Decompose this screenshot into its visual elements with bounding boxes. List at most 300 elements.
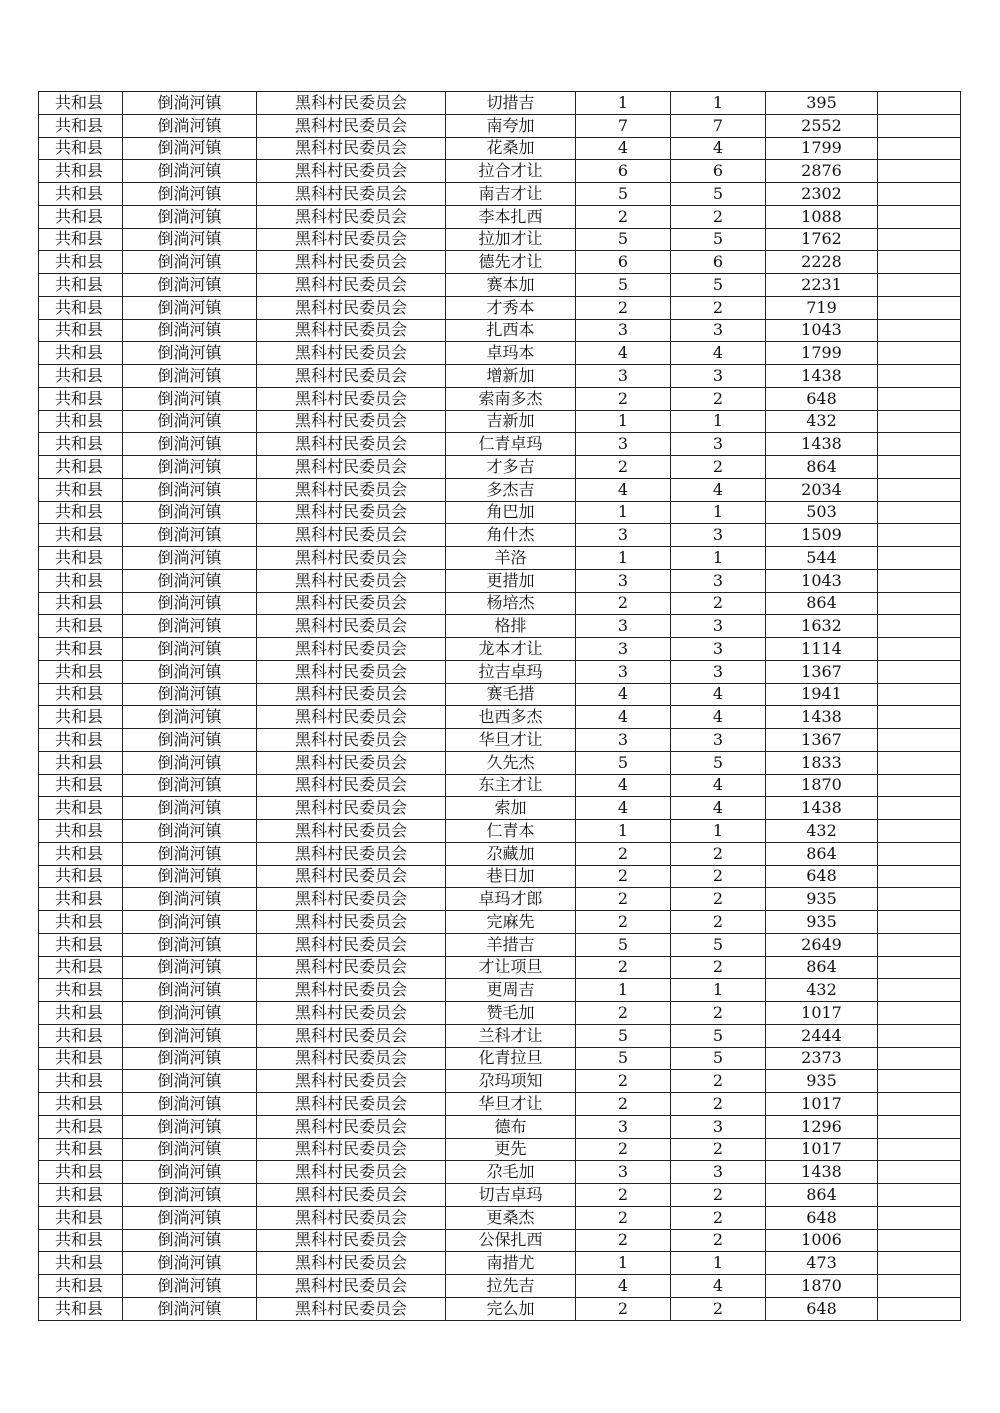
village-cell: 黑科村民委员会 <box>257 1070 446 1093</box>
name-cell: 化青拉旦 <box>446 1047 576 1070</box>
name-cell: 完么加 <box>446 1297 576 1320</box>
household-count-cell: 2 <box>576 456 671 479</box>
remark-cell <box>878 660 961 683</box>
table-row <box>39 296 961 319</box>
village-cell: 黑科村民委员会 <box>257 319 446 342</box>
amount-cell: 935 <box>766 911 878 934</box>
amount-cell: 864 <box>766 592 878 615</box>
village-cell: 黑科村民委员会 <box>257 1275 446 1298</box>
remark-cell <box>878 274 961 297</box>
town-cell: 倒淌河镇 <box>123 751 257 774</box>
name-cell: 更措加 <box>446 569 576 592</box>
remark-cell <box>878 1275 961 1298</box>
table-row <box>39 979 961 1002</box>
table-row <box>39 251 961 274</box>
name-cell: 南夸加 <box>446 114 576 137</box>
remark-cell <box>878 911 961 934</box>
name-cell: 才秀本 <box>446 296 576 319</box>
remark-cell <box>878 1047 961 1070</box>
remark-cell <box>878 319 961 342</box>
person-count-cell: 2 <box>671 865 766 888</box>
town-cell: 倒淌河镇 <box>123 1297 257 1320</box>
name-cell: 拉吉卓玛 <box>446 660 576 683</box>
county-cell: 共和县 <box>39 319 123 342</box>
amount-cell: 1017 <box>766 1093 878 1116</box>
name-cell: 拉加才让 <box>446 228 576 251</box>
county-cell: 共和县 <box>39 137 123 160</box>
town-cell: 倒淌河镇 <box>123 797 257 820</box>
person-count-cell: 5 <box>671 1047 766 1070</box>
remark-cell <box>878 501 961 524</box>
amount-cell: 648 <box>766 865 878 888</box>
county-cell: 共和县 <box>39 1275 123 1298</box>
county-cell: 共和县 <box>39 433 123 456</box>
remark-cell <box>878 547 961 570</box>
table-row <box>39 524 961 547</box>
person-count-cell: 2 <box>671 456 766 479</box>
name-cell: 华旦才让 <box>446 729 576 752</box>
town-cell: 倒淌河镇 <box>123 137 257 160</box>
household-count-cell: 2 <box>576 911 671 934</box>
amount-cell: 544 <box>766 547 878 570</box>
person-count-cell: 2 <box>671 296 766 319</box>
village-cell: 黑科村民委员会 <box>257 751 446 774</box>
county-cell: 共和县 <box>39 228 123 251</box>
table-row <box>39 1070 961 1093</box>
amount-cell: 432 <box>766 410 878 433</box>
table-row <box>39 274 961 297</box>
county-cell: 共和县 <box>39 296 123 319</box>
amount-cell: 1367 <box>766 660 878 683</box>
name-cell: 拉合才让 <box>446 160 576 183</box>
amount-cell: 935 <box>766 1070 878 1093</box>
village-cell: 黑科村民委员会 <box>257 1093 446 1116</box>
person-count-cell: 2 <box>671 842 766 865</box>
household-count-cell: 2 <box>576 1070 671 1093</box>
amount-cell: 1438 <box>766 797 878 820</box>
person-count-cell: 1 <box>671 1252 766 1275</box>
household-count-cell: 3 <box>576 615 671 638</box>
table-row <box>39 319 961 342</box>
town-cell: 倒淌河镇 <box>123 911 257 934</box>
household-count-cell: 3 <box>576 729 671 752</box>
county-cell: 共和县 <box>39 524 123 547</box>
town-cell: 倒淌河镇 <box>123 183 257 206</box>
town-cell: 倒淌河镇 <box>123 228 257 251</box>
remark-cell <box>878 114 961 137</box>
town-cell: 倒淌河镇 <box>123 251 257 274</box>
table-row <box>39 456 961 479</box>
remark-cell <box>878 706 961 729</box>
village-cell: 黑科村民委员会 <box>257 160 446 183</box>
village-cell: 黑科村民委员会 <box>257 387 446 410</box>
person-count-cell: 2 <box>671 1138 766 1161</box>
household-count-cell: 4 <box>576 774 671 797</box>
town-cell: 倒淌河镇 <box>123 638 257 661</box>
name-cell: 南措尤 <box>446 1252 576 1275</box>
person-count-cell: 1 <box>671 92 766 115</box>
household-count-cell: 3 <box>576 365 671 388</box>
amount-cell: 648 <box>766 1206 878 1229</box>
town-cell: 倒淌河镇 <box>123 660 257 683</box>
name-cell: 更桑杰 <box>446 1206 576 1229</box>
amount-cell: 1088 <box>766 205 878 228</box>
village-cell: 黑科村民委员会 <box>257 933 446 956</box>
person-count-cell: 4 <box>671 342 766 365</box>
village-cell: 黑科村民委员会 <box>257 820 446 843</box>
table-row <box>39 183 961 206</box>
village-cell: 黑科村民委员会 <box>257 1115 446 1138</box>
person-count-cell: 2 <box>671 205 766 228</box>
county-cell: 共和县 <box>39 342 123 365</box>
remark-cell <box>878 774 961 797</box>
household-count-cell: 4 <box>576 706 671 729</box>
amount-cell: 2649 <box>766 933 878 956</box>
town-cell: 倒淌河镇 <box>123 114 257 137</box>
village-cell: 黑科村民委员会 <box>257 1229 446 1252</box>
town-cell: 倒淌河镇 <box>123 979 257 1002</box>
name-cell: 更先 <box>446 1138 576 1161</box>
town-cell: 倒淌河镇 <box>123 842 257 865</box>
county-cell: 共和县 <box>39 114 123 137</box>
county-cell: 共和县 <box>39 456 123 479</box>
remark-cell <box>878 729 961 752</box>
household-count-cell: 6 <box>576 251 671 274</box>
village-cell: 黑科村民委员会 <box>257 638 446 661</box>
table-body <box>39 92 961 1321</box>
remark-cell <box>878 387 961 410</box>
name-cell: 完麻先 <box>446 911 576 934</box>
town-cell: 倒淌河镇 <box>123 1047 257 1070</box>
county-cell: 共和县 <box>39 751 123 774</box>
remark-cell <box>878 1252 961 1275</box>
village-cell: 黑科村民委员会 <box>257 137 446 160</box>
person-count-cell: 3 <box>671 433 766 456</box>
person-count-cell: 1 <box>671 547 766 570</box>
name-cell: 巷日加 <box>446 865 576 888</box>
name-cell: 拉先吉 <box>446 1275 576 1298</box>
name-cell: 角什杰 <box>446 524 576 547</box>
village-cell: 黑科村民委员会 <box>257 1206 446 1229</box>
amount-cell: 935 <box>766 888 878 911</box>
household-count-cell: 2 <box>576 1138 671 1161</box>
amount-cell: 864 <box>766 1184 878 1207</box>
town-cell: 倒淌河镇 <box>123 888 257 911</box>
amount-cell: 648 <box>766 1297 878 1320</box>
town-cell: 倒淌河镇 <box>123 478 257 501</box>
remark-cell <box>878 615 961 638</box>
table-row <box>39 1047 961 1070</box>
table-row <box>39 1138 961 1161</box>
table-row <box>39 92 961 115</box>
village-cell: 黑科村民委员会 <box>257 865 446 888</box>
remark-cell <box>878 228 961 251</box>
village-cell: 黑科村民委员会 <box>257 478 446 501</box>
household-count-cell: 2 <box>576 387 671 410</box>
name-cell: 索加 <box>446 797 576 820</box>
town-cell: 倒淌河镇 <box>123 1275 257 1298</box>
household-count-cell: 2 <box>576 842 671 865</box>
person-count-cell: 4 <box>671 478 766 501</box>
table-row <box>39 933 961 956</box>
name-cell: 李本扎西 <box>446 205 576 228</box>
household-count-cell: 3 <box>576 1161 671 1184</box>
table-row <box>39 1229 961 1252</box>
amount-cell: 1799 <box>766 137 878 160</box>
town-cell: 倒淌河镇 <box>123 933 257 956</box>
person-count-cell: 6 <box>671 251 766 274</box>
table-row <box>39 1184 961 1207</box>
remark-cell <box>878 365 961 388</box>
village-cell: 黑科村民委员会 <box>257 1024 446 1047</box>
amount-cell: 1833 <box>766 751 878 774</box>
remark-cell <box>878 137 961 160</box>
name-cell: 多杰吉 <box>446 478 576 501</box>
remark-cell <box>878 1184 961 1207</box>
name-cell: 久先杰 <box>446 751 576 774</box>
table-row <box>39 615 961 638</box>
amount-cell: 2373 <box>766 1047 878 1070</box>
county-cell: 共和县 <box>39 660 123 683</box>
county-cell: 共和县 <box>39 251 123 274</box>
county-cell: 共和县 <box>39 92 123 115</box>
table-row <box>39 1024 961 1047</box>
table-row <box>39 228 961 251</box>
household-table <box>38 91 961 1321</box>
amount-cell: 1006 <box>766 1229 878 1252</box>
table-row <box>39 1115 961 1138</box>
county-cell: 共和县 <box>39 1115 123 1138</box>
table-row <box>39 205 961 228</box>
person-count-cell: 2 <box>671 1002 766 1025</box>
amount-cell: 1870 <box>766 1275 878 1298</box>
name-cell: 格排 <box>446 615 576 638</box>
amount-cell: 2444 <box>766 1024 878 1047</box>
name-cell: 角巴加 <box>446 501 576 524</box>
remark-cell <box>878 751 961 774</box>
remark-cell <box>878 1002 961 1025</box>
name-cell: 兰科才让 <box>446 1024 576 1047</box>
remark-cell <box>878 433 961 456</box>
remark-cell <box>878 842 961 865</box>
name-cell: 更周吉 <box>446 979 576 1002</box>
table-row <box>39 842 961 865</box>
village-cell: 黑科村民委员会 <box>257 1047 446 1070</box>
amount-cell: 2552 <box>766 114 878 137</box>
name-cell: 德先才让 <box>446 251 576 274</box>
household-count-cell: 1 <box>576 410 671 433</box>
county-cell: 共和县 <box>39 615 123 638</box>
person-count-cell: 5 <box>671 183 766 206</box>
county-cell: 共和县 <box>39 592 123 615</box>
county-cell: 共和县 <box>39 865 123 888</box>
remark-cell <box>878 888 961 911</box>
name-cell: 切措吉 <box>446 92 576 115</box>
household-count-cell: 2 <box>576 865 671 888</box>
county-cell: 共和县 <box>39 820 123 843</box>
remark-cell <box>878 342 961 365</box>
remark-cell <box>878 524 961 547</box>
amount-cell: 1941 <box>766 683 878 706</box>
town-cell: 倒淌河镇 <box>123 1070 257 1093</box>
county-cell: 共和县 <box>39 205 123 228</box>
town-cell: 倒淌河镇 <box>123 387 257 410</box>
household-count-cell: 2 <box>576 956 671 979</box>
table-row <box>39 137 961 160</box>
household-count-cell: 2 <box>576 1229 671 1252</box>
table-row <box>39 114 961 137</box>
remark-cell <box>878 1229 961 1252</box>
person-count-cell: 4 <box>671 137 766 160</box>
remark-cell <box>878 296 961 319</box>
name-cell: 花桑加 <box>446 137 576 160</box>
table-row <box>39 478 961 501</box>
person-count-cell: 2 <box>671 888 766 911</box>
name-cell: 羊措吉 <box>446 933 576 956</box>
remark-cell <box>878 251 961 274</box>
town-cell: 倒淌河镇 <box>123 683 257 706</box>
village-cell: 黑科村民委员会 <box>257 956 446 979</box>
town-cell: 倒淌河镇 <box>123 956 257 979</box>
table-row <box>39 342 961 365</box>
table-row <box>39 1002 961 1025</box>
name-cell: 尕毛加 <box>446 1161 576 1184</box>
person-count-cell: 3 <box>671 365 766 388</box>
household-count-cell: 5 <box>576 933 671 956</box>
amount-cell: 1017 <box>766 1002 878 1025</box>
town-cell: 倒淌河镇 <box>123 501 257 524</box>
town-cell: 倒淌河镇 <box>123 615 257 638</box>
household-count-cell: 4 <box>576 478 671 501</box>
person-count-cell: 3 <box>671 1161 766 1184</box>
amount-cell: 432 <box>766 820 878 843</box>
county-cell: 共和县 <box>39 1002 123 1025</box>
town-cell: 倒淌河镇 <box>123 296 257 319</box>
village-cell: 黑科村民委员会 <box>257 251 446 274</box>
county-cell: 共和县 <box>39 729 123 752</box>
county-cell: 共和县 <box>39 1297 123 1320</box>
amount-cell: 1438 <box>766 1161 878 1184</box>
amount-cell: 719 <box>766 296 878 319</box>
person-count-cell: 2 <box>671 1070 766 1093</box>
county-cell: 共和县 <box>39 1070 123 1093</box>
town-cell: 倒淌河镇 <box>123 1206 257 1229</box>
table-row <box>39 956 961 979</box>
table-row <box>39 410 961 433</box>
town-cell: 倒淌河镇 <box>123 1161 257 1184</box>
table-row <box>39 888 961 911</box>
name-cell: 南吉才让 <box>446 183 576 206</box>
village-cell: 黑科村民委员会 <box>257 660 446 683</box>
remark-cell <box>878 638 961 661</box>
person-count-cell: 5 <box>671 274 766 297</box>
table-row <box>39 683 961 706</box>
amount-cell: 864 <box>766 456 878 479</box>
village-cell: 黑科村民委员会 <box>257 92 446 115</box>
amount-cell: 2876 <box>766 160 878 183</box>
remark-cell <box>878 183 961 206</box>
table-row <box>39 501 961 524</box>
county-cell: 共和县 <box>39 365 123 388</box>
county-cell: 共和县 <box>39 1161 123 1184</box>
remark-cell <box>878 1093 961 1116</box>
table-row <box>39 774 961 797</box>
household-count-cell: 4 <box>576 342 671 365</box>
remark-cell <box>878 456 961 479</box>
person-count-cell: 5 <box>671 1024 766 1047</box>
household-count-cell: 3 <box>576 660 671 683</box>
table-row <box>39 569 961 592</box>
household-count-cell: 5 <box>576 1024 671 1047</box>
village-cell: 黑科村民委员会 <box>257 547 446 570</box>
table-row <box>39 1093 961 1116</box>
county-cell: 共和县 <box>39 183 123 206</box>
town-cell: 倒淌河镇 <box>123 205 257 228</box>
remark-cell <box>878 956 961 979</box>
county-cell: 共和县 <box>39 1093 123 1116</box>
name-cell: 卓玛才郎 <box>446 888 576 911</box>
remark-cell <box>878 478 961 501</box>
village-cell: 黑科村民委员会 <box>257 183 446 206</box>
name-cell: 公保扎西 <box>446 1229 576 1252</box>
village-cell: 黑科村民委员会 <box>257 456 446 479</box>
amount-cell: 1438 <box>766 706 878 729</box>
name-cell: 增新加 <box>446 365 576 388</box>
village-cell: 黑科村民委员会 <box>257 1184 446 1207</box>
remark-cell <box>878 410 961 433</box>
village-cell: 黑科村民委员会 <box>257 410 446 433</box>
county-cell: 共和县 <box>39 1206 123 1229</box>
person-count-cell: 4 <box>671 797 766 820</box>
amount-cell: 2231 <box>766 274 878 297</box>
remark-cell <box>878 933 961 956</box>
household-count-cell: 7 <box>576 114 671 137</box>
household-count-cell: 4 <box>576 683 671 706</box>
remark-cell <box>878 160 961 183</box>
amount-cell: 503 <box>766 501 878 524</box>
household-count-cell: 4 <box>576 1275 671 1298</box>
town-cell: 倒淌河镇 <box>123 592 257 615</box>
household-count-cell: 1 <box>576 979 671 1002</box>
person-count-cell: 1 <box>671 979 766 1002</box>
village-cell: 黑科村民委员会 <box>257 774 446 797</box>
remark-cell <box>878 569 961 592</box>
name-cell: 卓玛本 <box>446 342 576 365</box>
amount-cell: 473 <box>766 1252 878 1275</box>
remark-cell <box>878 820 961 843</box>
name-cell: 华旦才让 <box>446 1093 576 1116</box>
town-cell: 倒淌河镇 <box>123 1138 257 1161</box>
person-count-cell: 4 <box>671 1275 766 1298</box>
household-count-cell: 5 <box>576 274 671 297</box>
town-cell: 倒淌河镇 <box>123 456 257 479</box>
household-count-cell: 3 <box>576 638 671 661</box>
village-cell: 黑科村民委员会 <box>257 228 446 251</box>
county-cell: 共和县 <box>39 569 123 592</box>
person-count-cell: 3 <box>671 1115 766 1138</box>
name-cell: 尕玛项知 <box>446 1070 576 1093</box>
household-count-cell: 1 <box>576 501 671 524</box>
household-count-cell: 2 <box>576 1206 671 1229</box>
amount-cell: 864 <box>766 956 878 979</box>
amount-cell: 1043 <box>766 569 878 592</box>
name-cell: 扎西本 <box>446 319 576 342</box>
name-cell: 东主才让 <box>446 774 576 797</box>
person-count-cell: 5 <box>671 751 766 774</box>
village-cell: 黑科村民委员会 <box>257 342 446 365</box>
name-cell: 赛毛措 <box>446 683 576 706</box>
person-count-cell: 2 <box>671 592 766 615</box>
